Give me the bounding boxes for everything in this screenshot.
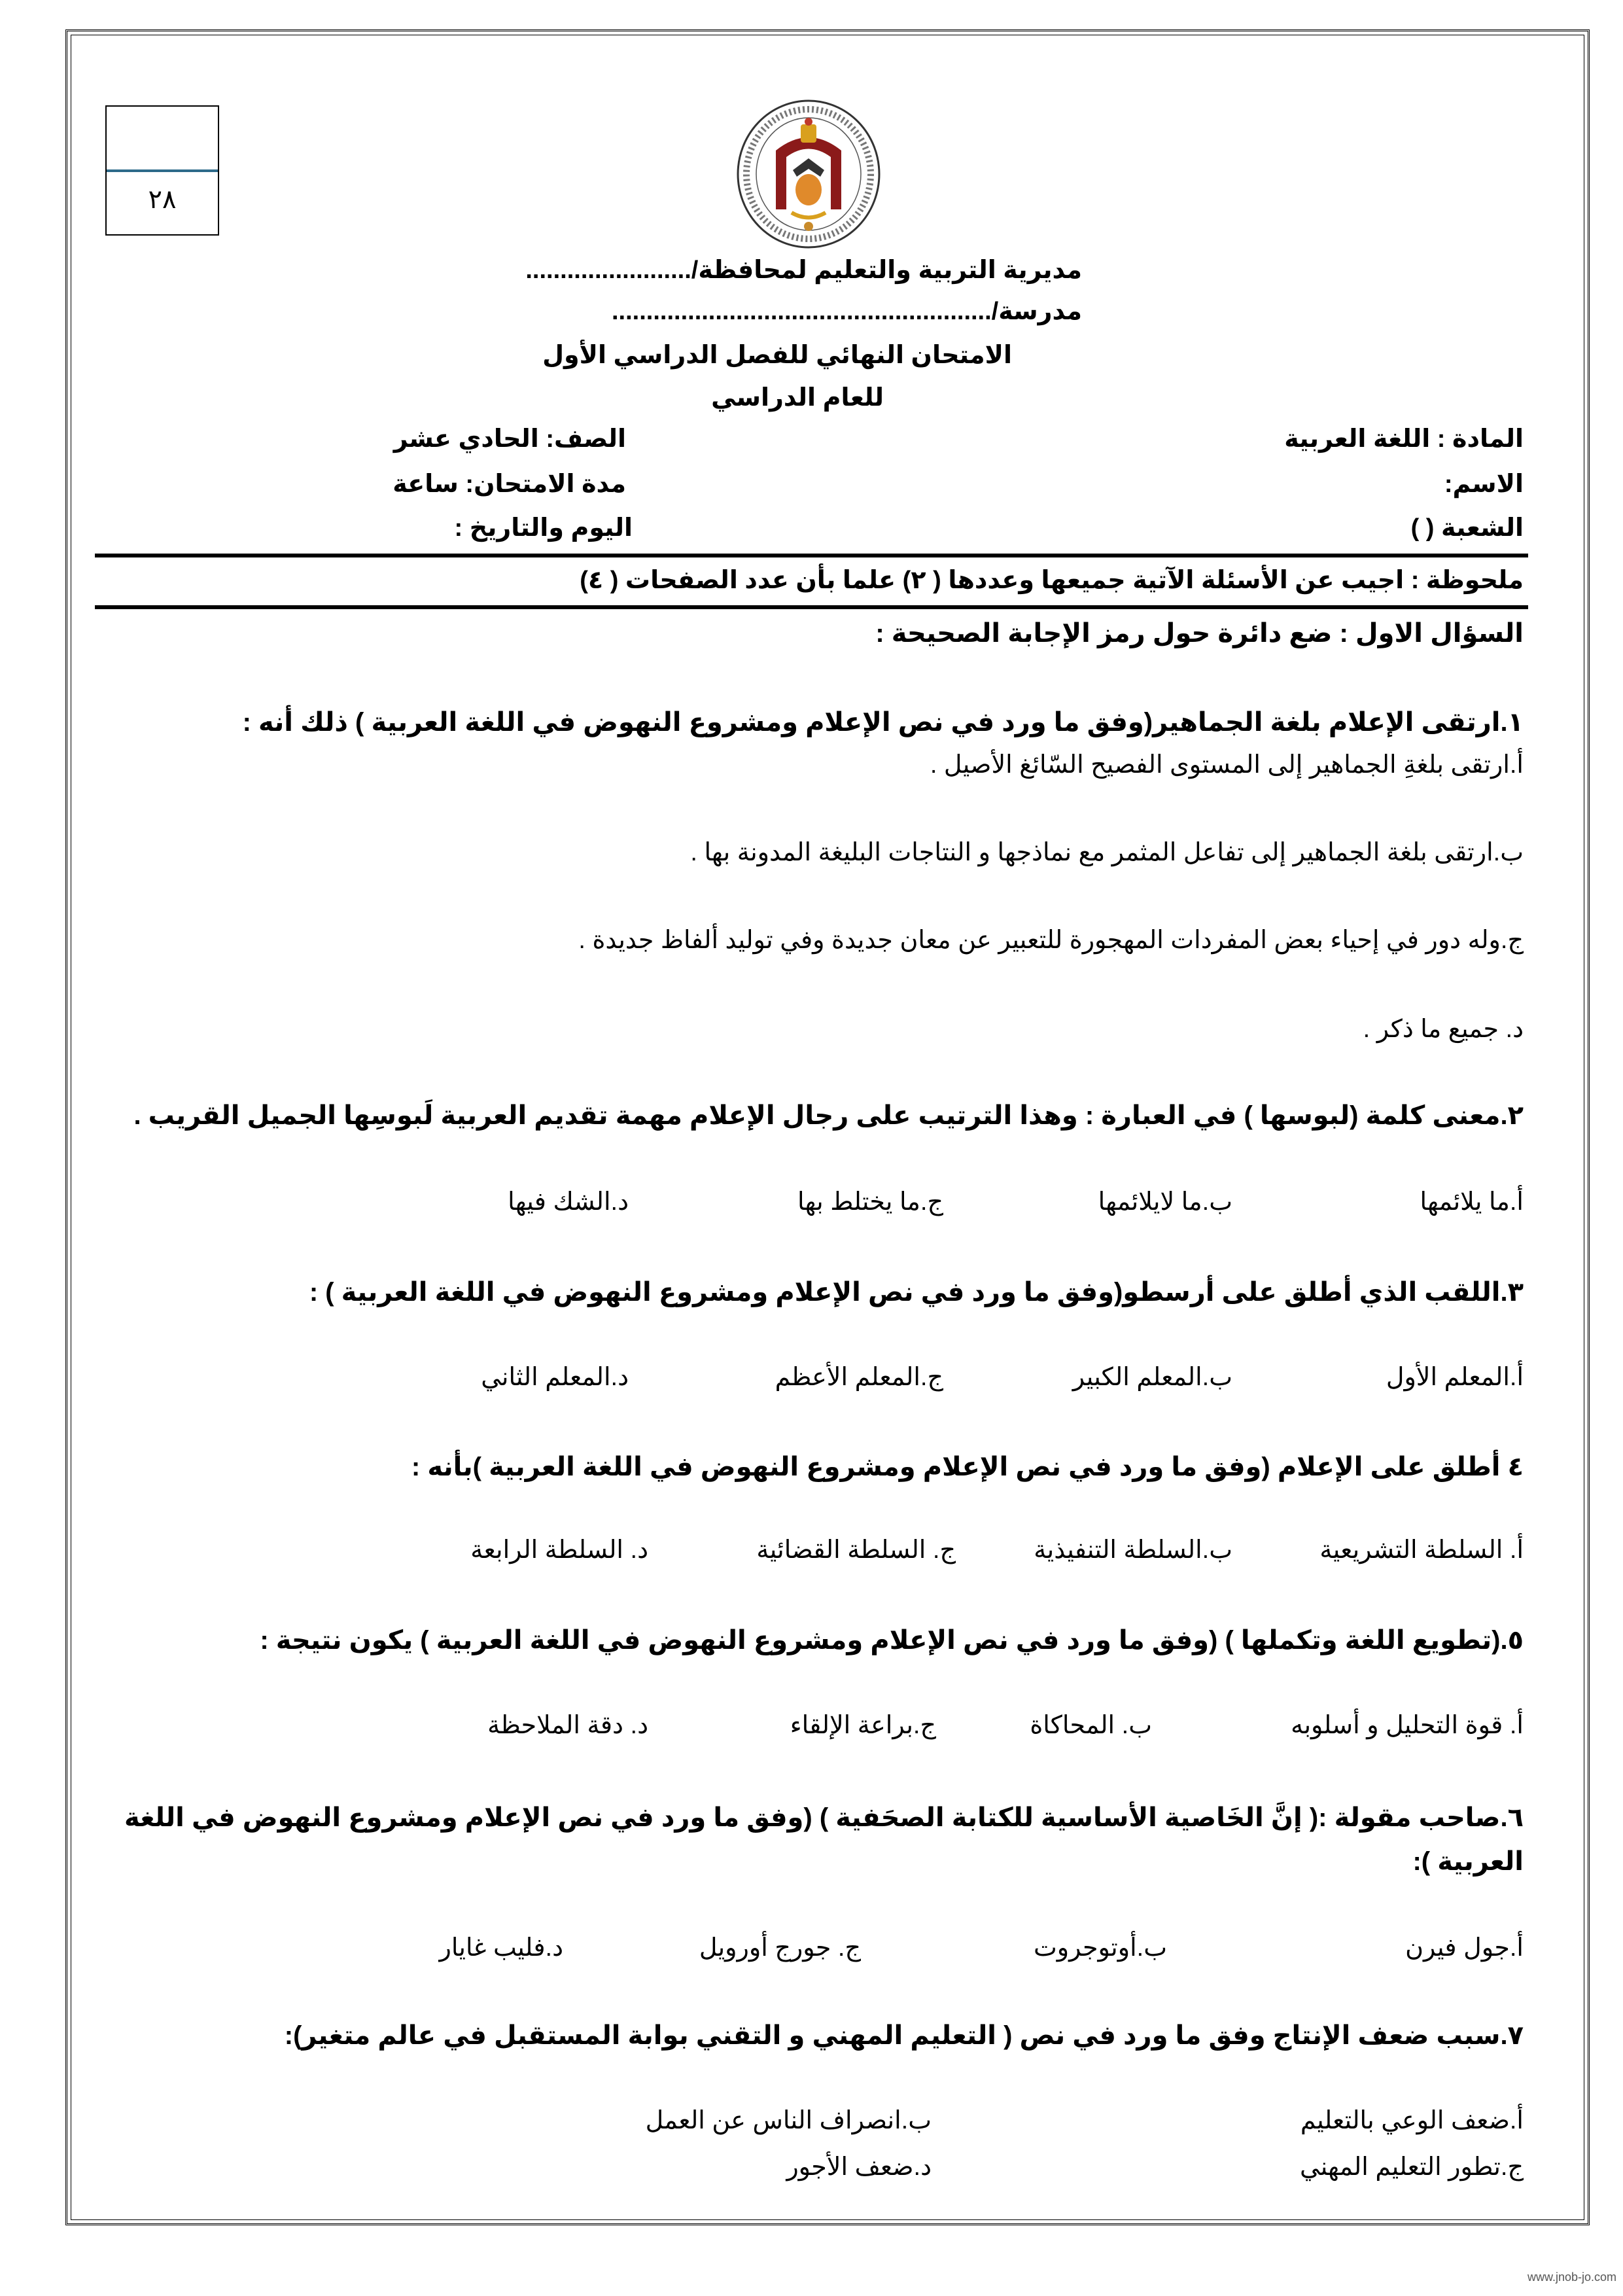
question-5-text: ٥.(تطويع اللغة وتكملها ) (وفق ما ورد في نص الإعلام ومشروع النهوض في اللغة العربية ) يكون نتيجة : [260, 1626, 1524, 1655]
question-6-option-a[interactable]: أ.جول فيرن [1405, 1934, 1524, 1962]
academic-year: للعام الدراسي [711, 384, 884, 412]
section-label: الشعبة ( ) [1410, 514, 1524, 542]
question-3-text: ٣.اللقب الذي أطلق على أرسطو(وفق ما ورد في نص الإعلام ومشروع النهوض في اللغة العربية ) : [309, 1278, 1524, 1307]
question-1-text: ١.ارتقى الإعلام بلغة الجماهير(وفق ما ورد في نص الإعلام ومشروع النهوض في اللغة العربية ) ذلك أنه : [242, 708, 1524, 737]
duration-label: مدة الامتحان: ساعة [393, 470, 626, 498]
grade-label: الصف: الحادي عشر [393, 425, 626, 453]
question-7-option-b[interactable]: ب.انصراف الناس عن العمل [645, 2107, 932, 2134]
ministry-seal-logo [733, 98, 884, 250]
question-7-option-c[interactable]: ج.تطور التعليم المهني [1300, 2153, 1524, 2181]
question-4-text: ٤ أطلق على الإعلام (وفق ما ورد في نص الإعلام ومشروع النهوض في اللغة العربية )بأنه : [411, 1453, 1524, 1481]
question-5-option-b[interactable]: ب. المحاكاة [1030, 1712, 1152, 1739]
divider-top [95, 554, 1528, 557]
divider-bottom [95, 605, 1528, 609]
student-name-label: الاسم: [1444, 470, 1524, 498]
question-4-option-b[interactable]: ب.السلطة التنفيذية [1034, 1536, 1232, 1564]
score-box [105, 105, 219, 236]
question-4-option-c[interactable]: ج. السلطة القضائية [756, 1536, 956, 1564]
question-7-text: ٧.سبب ضعف الإنتاج وفق ما ورد في نص ( التعليم المهني و التقني بوابة المستقبل في عالم متغير): [284, 2021, 1524, 2050]
question-6-option-b[interactable]: ب.أوتوجروت [1033, 1934, 1167, 1962]
question-1-option-b[interactable]: ب.ارتقى بلغة الجماهير إلى تفاعل المثمر مع نماذجها و النتاجات البليغة المدونة بها . [690, 839, 1524, 866]
question-5-option-c[interactable]: ج.براعة الإلقاء [790, 1712, 936, 1739]
question-4-option-d[interactable]: د. السلطة الرابعة [470, 1536, 648, 1564]
question-2-option-c[interactable]: ج.ما يختلط بها [797, 1188, 943, 1216]
question-5-option-a[interactable]: أ. قوة التحليل و أسلوبه [1291, 1712, 1524, 1739]
question-1-option-a[interactable]: أ.ارتقى بلغةِ الجماهير إلى المستوى الفصيح السّائغ الأصيل . [930, 751, 1524, 779]
question-1-option-d[interactable]: د. جميع ما ذكر . [1363, 1016, 1524, 1043]
directorate-line: مديرية التربية والتعليم لمحافظة/........................ [525, 256, 1082, 284]
question-6-text: ٦.صاحب مقولة :( إنَّ الخَاصية الأساسية للكتابة الصحَفية ) (وفق ما ورد في نص الإعلام ومشروع النهوض في اللغة [124, 1803, 1524, 1832]
question-1-option-c[interactable]: ج.وله دور في إحياء بعض المفردات المهجورة للتعبير عن معان جديدة وفي توليد ألفاظ جديدة . [578, 927, 1524, 954]
subject-label: المادة : اللغة العربية [1284, 425, 1524, 453]
question-6-text-cont: العربية ): [1412, 1847, 1524, 1876]
question-2-text: ٢.معنى كلمة (لبوسها ) في العبارة : وهذا الترتيب على رجال الإعلام مهمة تقديم العربية لَبوسِها الجميل القريب . [133, 1101, 1524, 1130]
question-2-option-b[interactable]: ب.ما لايلائمها [1098, 1188, 1232, 1216]
question-3-option-a[interactable]: أ.المعلم الأول [1386, 1364, 1524, 1391]
school-line: مدرسة/....................................................... [612, 298, 1082, 325]
question-7-option-d[interactable]: د.ضعف الأجور [786, 2153, 932, 2181]
question-5-option-d[interactable]: د. دقة الملاحظة [487, 1712, 648, 1739]
question-3-option-d[interactable]: د.المعلم الثاني [481, 1364, 629, 1391]
date-label: اليوم والتاريخ : [454, 514, 633, 542]
exam-title: الامتحان النهائي للفصل الدراسي الأول [542, 342, 1012, 369]
exam-note: ملحوظة : اجيب عن الأسئلة الآتية جميعها وعددها ( ٢) علما بأن عدد الصفحات ( ٤) [580, 567, 1524, 594]
question-3-option-b[interactable]: ب.المعلم الكبير [1072, 1364, 1232, 1391]
score-divider [107, 169, 218, 172]
watermark: www.jnob-jo.com [1527, 2270, 1616, 2284]
question-7-option-a[interactable]: أ.ضعف الوعي بالتعليم [1300, 2107, 1524, 2134]
score-value: ٢٨ [148, 185, 177, 214]
question-2-option-a[interactable]: أ.ما يلائمها [1420, 1188, 1524, 1216]
question-section-title: السؤال الاول : ضع دائرة حول رمز الإجابة الصحيحة : [875, 619, 1524, 648]
question-6-option-c[interactable]: ج. جورج أورويل [699, 1934, 861, 1962]
question-2-option-d[interactable]: د.الشك فيها [508, 1188, 629, 1216]
question-6-option-d[interactable]: د.فليب غايار [439, 1934, 563, 1962]
question-4-option-a[interactable]: أ. السلطة التشريعية [1319, 1536, 1524, 1564]
question-3-option-c[interactable]: ج.المعلم الأعظم [775, 1364, 943, 1391]
